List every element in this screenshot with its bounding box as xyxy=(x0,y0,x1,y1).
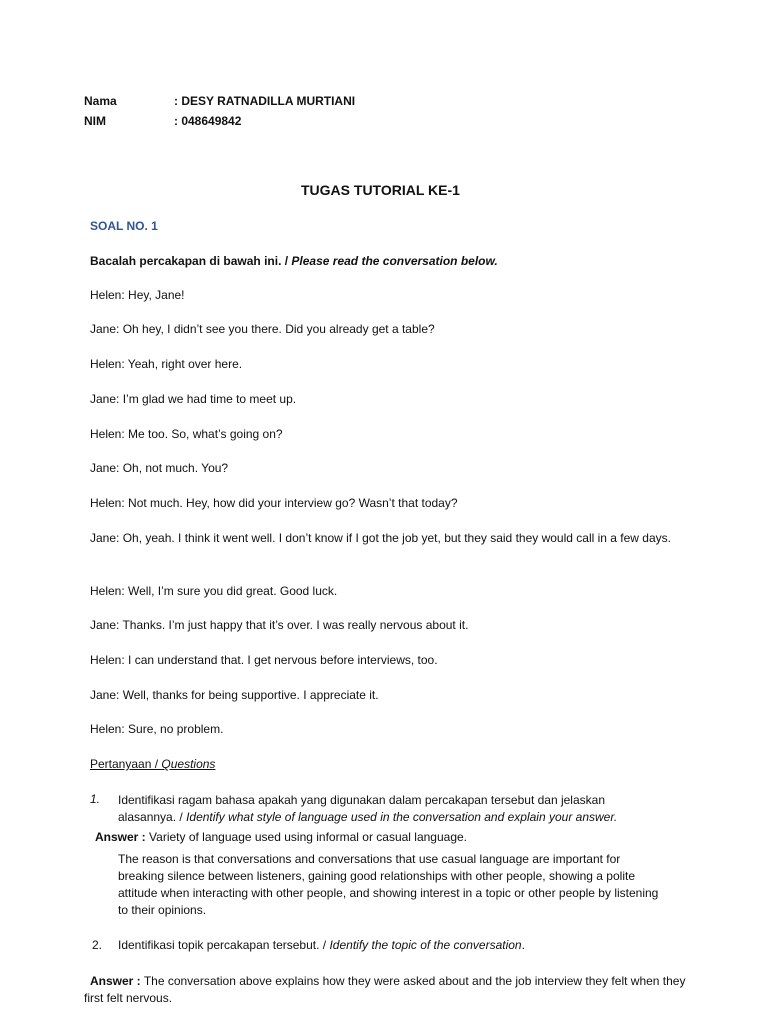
dialogue-line: Helen: Sure, no problem. xyxy=(90,722,224,736)
soal-label: SOAL NO. 1 xyxy=(90,219,158,233)
questions-heading xyxy=(90,757,215,771)
q2-answer-label: Answer : xyxy=(90,974,141,988)
dialogue-line: Helen: Well, I’m sure you did great. Good luck. xyxy=(90,584,338,598)
nim-label: NIM xyxy=(84,114,106,128)
page-title: TUGAS TUTORIAL KE-1 xyxy=(301,182,460,198)
q2-text-id: Identifikasi topik percakapan tersebut. / xyxy=(118,938,327,952)
q1-number: 1. xyxy=(90,792,101,806)
q1-text xyxy=(118,792,663,826)
q1-answer-text: Variety of language used using informal or casual language. xyxy=(149,830,468,844)
q2-answer-text: The conversation above explains how they were asked about and the job interview they felt when they first felt nervous. xyxy=(84,974,686,1005)
instruction-en: Please read the conversation below. xyxy=(291,254,498,268)
questions-heading-id: Pertanyaan / xyxy=(90,757,159,771)
q2-text-end: . xyxy=(521,938,525,952)
q2-text xyxy=(118,938,525,952)
q1-answer xyxy=(95,830,467,844)
dialogue-line: Helen: I can understand that. I get nervous before interviews, too. xyxy=(90,653,438,667)
q2-number: 2. xyxy=(92,938,103,952)
nama-value: : DESY RATNADILLA MURTIANI xyxy=(174,94,356,108)
dialogue-line: Jane: Oh, not much. You? xyxy=(90,461,229,475)
dialogue-line: Jane: Oh, yeah. I think it went well. I don’t know if I got the job yet, but they said they would call in a few days. xyxy=(90,531,671,545)
q1-text-en: Identify what style of language used in the conversation and explain your answer. xyxy=(186,810,618,824)
dialogue-line: Jane: Oh hey, I didn’t see you there. Did you already get a table? xyxy=(90,322,435,336)
q1-answer-label: Answer : xyxy=(95,830,146,844)
nim-value: : 048649842 xyxy=(174,114,242,128)
dialogue-line: Jane: Thanks. I’m just happy that it’s over. I was really nervous about it. xyxy=(90,618,469,632)
dialogue-line: Jane: Well, thanks for being supportive. I appreciate it. xyxy=(90,688,379,702)
dialogue-line: Helen: Not much. Hey, how did your interview go? Wasn’t that today? xyxy=(90,496,458,510)
instruction xyxy=(90,254,498,268)
q1-reason: The reason is that conversations and conversations that use casual language are important for breaking silence between listeners, gaining good relationships with other people, showing a polite attitude when interacting with other people, and showing interest in a topic or other people by listening to their opinions. xyxy=(118,852,659,917)
q1-text-id: Identifikasi ragam bahasa apakah yang digunakan dalam percakapan tersebut dan jelaskan alasannya. / xyxy=(118,793,605,824)
instruction-id: Bacalah percakapan di bawah ini. / xyxy=(90,254,289,268)
dialogue-line: Helen: Me too. So, what’s going on? xyxy=(90,427,283,441)
dialogue-line: Helen: Hey, Jane! xyxy=(90,288,185,302)
dialogue-line: Jane: I’m glad we had time to meet up. xyxy=(90,392,297,406)
questions-heading-en: Questions xyxy=(161,757,216,771)
q2-text-en: Identify the topic of the conversation xyxy=(329,938,522,952)
nama-label: Nama xyxy=(84,94,117,108)
q2-answer xyxy=(84,973,704,1007)
dialogue-line: Helen: Yeah, right over here. xyxy=(90,357,243,371)
